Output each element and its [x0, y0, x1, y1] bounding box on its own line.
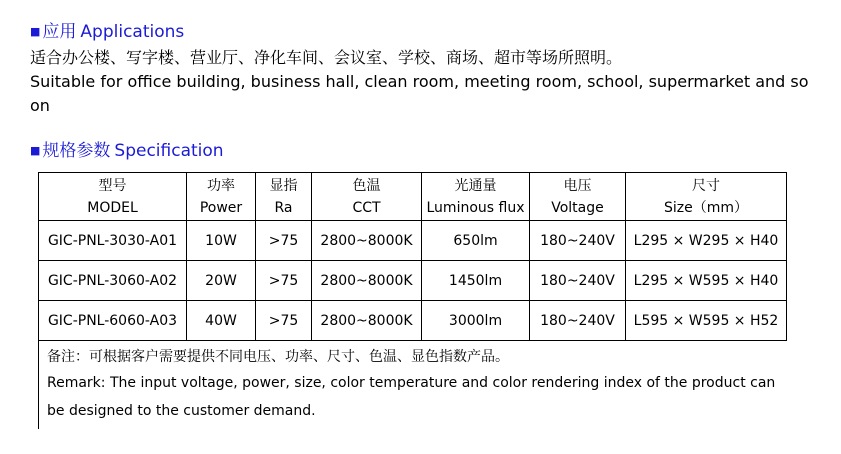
specification-title-cn: 规格参数	[42, 141, 111, 161]
cell-model: GIC-PNL-3060-A02	[39, 261, 187, 301]
header-model: 型号 MODEL	[39, 173, 187, 221]
specification-title-en: Specification	[114, 141, 224, 161]
square-bullet-icon: ■	[30, 25, 41, 38]
cell-size: L295 × W295 × H40	[626, 221, 787, 261]
cell-flux: 3000lm	[422, 301, 530, 341]
cell-cct: 2800~8000K	[312, 261, 422, 301]
cell-power: 20W	[187, 261, 256, 301]
header-cct: 色温 CCT	[312, 173, 422, 221]
header-size: 尺寸 Size（mm）	[626, 173, 787, 221]
cell-power: 40W	[187, 301, 256, 341]
cell-cct: 2800~8000K	[312, 221, 422, 261]
table-row	[39, 261, 787, 301]
header-luminous-flux: 光通量 Luminous flux	[422, 173, 530, 221]
specification-heading	[30, 141, 224, 161]
table-row	[39, 301, 787, 341]
cell-size: L295 × W595 × H40	[626, 261, 787, 301]
table-row	[39, 221, 787, 261]
square-bullet-icon: ■	[30, 144, 41, 157]
specification-table	[38, 172, 787, 429]
applications-text-cn: 适合办公楼、写字楼、营业厅、净化车间、会议室、学校、商场、超市等场所照明。	[30, 48, 623, 67]
cell-ra: >75	[256, 261, 312, 301]
header-power: 功率 Power	[187, 173, 256, 221]
remark-cell	[39, 341, 787, 430]
cell-model: GIC-PNL-3030-A01	[39, 221, 187, 261]
cell-flux: 1450lm	[422, 261, 530, 301]
applications-title-cn: 应用	[42, 22, 77, 42]
applications-text-en: Suitable for office building, business hall, clean room, meeting room, school, supermarket and so on	[30, 72, 809, 115]
cell-size: L595 × W595 × H52	[626, 301, 787, 341]
cell-ra: >75	[256, 221, 312, 261]
applications-title-en: Applications	[80, 22, 185, 42]
table-header-row	[39, 173, 787, 221]
header-ra: 显指 Ra	[256, 173, 312, 221]
applications-heading	[30, 22, 184, 42]
remark-text-en: Remark: The input voltage, power, size, color temperature and color rendering index of the product can be designed to the customer demand.	[47, 375, 776, 419]
cell-voltage: 180~240V	[530, 261, 626, 301]
cell-ra: >75	[256, 301, 312, 341]
cell-voltage: 180~240V	[530, 301, 626, 341]
remark-text-cn: 备注：可根据客户需要提供不同电压、功率、尺寸、色温、显色指数产品。	[47, 349, 509, 365]
cell-flux: 650lm	[422, 221, 530, 261]
cell-cct: 2800~8000K	[312, 301, 422, 341]
cell-power: 10W	[187, 221, 256, 261]
remark-row	[39, 341, 787, 430]
header-voltage: 电压 Voltage	[530, 173, 626, 221]
cell-model: GIC-PNL-6060-A03	[39, 301, 187, 341]
cell-voltage: 180~240V	[530, 221, 626, 261]
